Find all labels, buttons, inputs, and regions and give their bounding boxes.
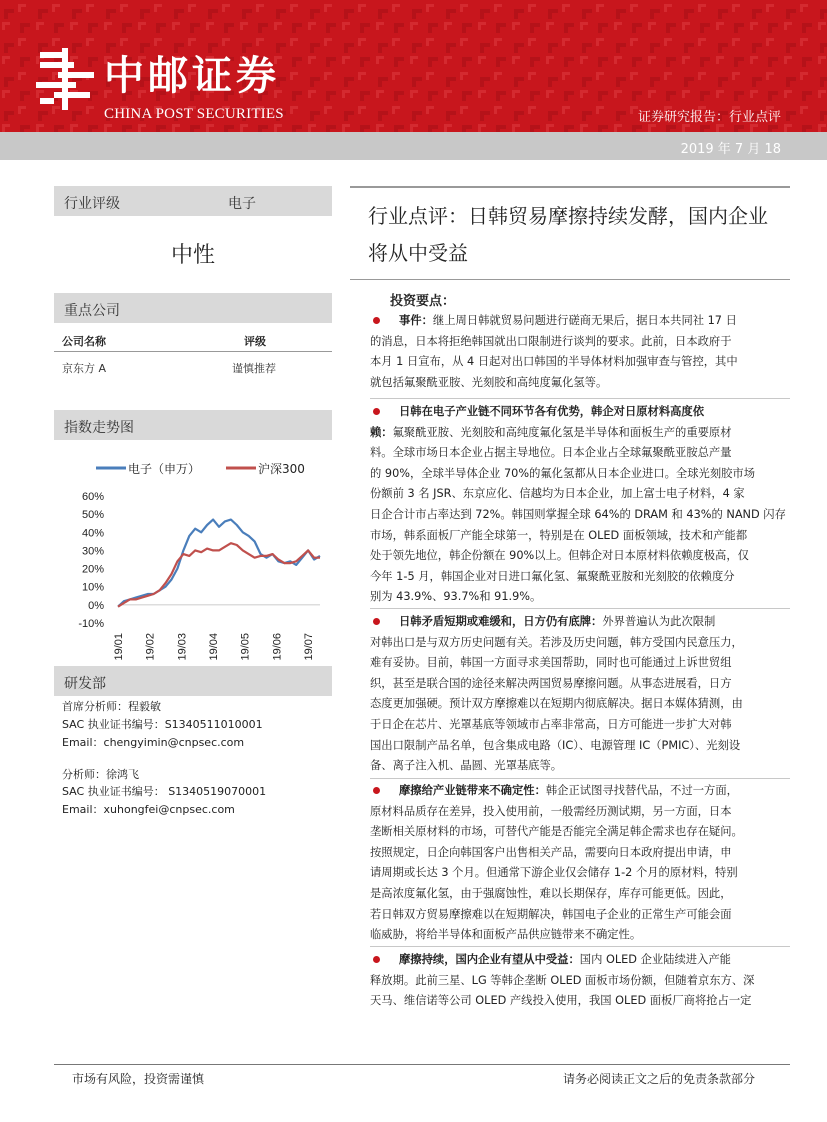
company-name-column-header: 公司名称 (62, 335, 106, 348)
rating-value: 中性 (170, 243, 215, 268)
index-chart-header (54, 410, 332, 440)
index-chart-title: 指数走势图 (64, 420, 134, 436)
y-tick-label: 0% (88, 599, 104, 612)
section-domestic-benefit: 摩擦持续，国内企业有望从中受益：国内 OLED 企业陆续进入产能 释放期。此前三星、LG 等韩企垄断 OLED 面板市场份额，但随着京东方、深 天马、维信诺等公司 OLED 产线投入使用，我国 OLED 面板厂商将抢占一定 (370, 953, 755, 1008)
y-tick-label: 60% (81, 491, 104, 503)
section-heading: 日韩在电子产业链不同环节各有优势，韩企对日原材料高度依 (399, 405, 705, 418)
section-heading: 摩擦持续，国内企业有望从中受益： (399, 953, 580, 966)
legend-label-1: 电子（申万） (128, 462, 201, 476)
bullet-icon (373, 408, 380, 415)
analyst-1-cert: SAC 执业证书编号：S1340511010001 (62, 718, 263, 731)
x-tick-label: 19/04 (208, 633, 220, 661)
analyst-1-email[interactable]: Email：chengyimin@cnpsec.com (62, 736, 245, 749)
investment-points-heading: 投资要点： (390, 294, 456, 309)
bullet-icon (373, 787, 380, 794)
analyst-1-role: 首席分析师：程毅敏 (62, 700, 161, 713)
y-tick-label: 10% (81, 581, 104, 594)
header-banner (0, 0, 827, 132)
analyst-2-cert: SAC 执业证书编号： S1340519070001 (62, 785, 267, 798)
bullet-icon (373, 956, 380, 963)
legend-label-2: 沪深300 (258, 462, 305, 476)
risk-disclaimer: 市场有风险，投资需谨慎 (72, 1072, 205, 1086)
index-trend-chart (54, 455, 332, 670)
x-tick-label: 19/07 (303, 633, 315, 661)
report-title (368, 198, 788, 272)
report-title-line-1: 行业点评：日韩贸易摩擦持续发酵，国内企业 (368, 204, 768, 228)
y-tick-label: 20% (81, 563, 104, 576)
table-divider (54, 351, 332, 352)
report-title-line-2: 将从中受益 (368, 241, 468, 265)
y-tick-label: 50% (81, 509, 104, 522)
x-tick-label: 19/02 (144, 633, 157, 661)
industry-rating-header (54, 186, 332, 216)
title-bottom-rule (350, 279, 790, 280)
section-divider (370, 398, 790, 399)
terms-notice: 请务必阅读正文之后的免责条款部分 (562, 1072, 755, 1086)
section-divider (370, 946, 790, 947)
analyst-2-email[interactable]: Email：xuhongfei@cnpsec.com (62, 803, 235, 816)
section-conflict: 日韩矛盾短期或难缓和，日方仍有底牌：外界普遍认为此次限制 对韩出口是与双方历史问题有关。若涉及历史问题，韩方受国内民意压力， 难有妥协。目前，韩国一方面寻求美国帮助，同时也可能通过上诉世贸组 织，甚至是联合国的途径来解决两国贸易摩擦问题。从事态进展看，日方 态度更加强硬。预计双方摩擦难以在短期内彻底解决。据日本媒体猜测，由 于日企在芯片、光罩基底等领域市占率非常高，日方可能进一步扩大对韩 国出口限制产品名单，包含集成电路（IC）、电源管理 IC（PMIC）、光刻设 备、离子注入机、晶圆、光罩基底等。 (370, 615, 743, 773)
bullet-icon (373, 618, 380, 625)
section-event: 事件：继上周日韩就贸易问题进行磋商无果后，据日本共同社 17 日 的消息，日本将拒绝韩国就出口限制进行谈判的要求。此前，日本政府于 本月 1 日宣布，从 4 日起对出口韩国的半导体材料加强审查与管控，其中 就包括氟聚酰亚胺、光刻胶和高纯度氟化氢等。 (370, 314, 738, 389)
title-top-rule (350, 186, 790, 188)
key-companies-title: 重点公司 (64, 303, 120, 319)
report-date: 2019 年 7 月 18 (680, 142, 781, 157)
section-heading: 日韩矛盾短期或难缓和，日方仍有底牌： (399, 615, 603, 628)
logo-chinese-name: 中邮证券 (104, 52, 280, 99)
footer-rule (54, 1064, 790, 1065)
section-heading: 摩擦给产业链带来不确定性： (399, 784, 546, 797)
research-dept-title: 研发部 (64, 676, 106, 692)
rating-column-header: 评级 (244, 335, 266, 348)
x-tick-label: 19/03 (176, 633, 189, 661)
company-rating-cell: 谨慎推荐 (232, 362, 276, 375)
research-dept-header (54, 666, 332, 696)
logo-english-name: CHINA POST SECURITIES (104, 106, 284, 122)
company-name-cell: 京东方 A (62, 362, 107, 375)
china-post-logo-icon (36, 48, 98, 112)
x-tick-label: 19/01 (113, 633, 125, 661)
section-heading: 事件： (399, 314, 433, 327)
report-type: 证券研究报告：行业点评 (637, 110, 781, 125)
bullet-icon (373, 317, 380, 324)
rating-label: 行业评级 (64, 196, 120, 212)
rating-industry: 电子 (228, 196, 256, 212)
y-tick-label: 30% (81, 545, 104, 558)
x-tick-label: 19/06 (271, 633, 284, 661)
section-uncertainty: 摩擦给产业链带来不确定性：韩企正试图寻找替代品，不过一方面， 原材料品质存在差异，投入使用前，一般需经历测试期，另一方面，日本 垄断相关原材料的市场，可替代产能是否能完全满足韩企需求也存在疑问。 按照规定，日企向韩国客户出售相关产品，需要向日本政府提出申请，申 请周期或长达 3 个月。但通常下游企业仅会储存 1-2 个月的原材料，特别 是高浓度氟化氢，由于强腐蚀性，难以长期保存，库存可能更低。因此， 若日韩双方贸易摩擦难以在短期解决，韩国电子企业的正常生产可能会面 临威胁，将给半导体和面板产品供应链带来不确定性。 (370, 784, 743, 942)
analyst-2-role: 分析师：徐鸿飞 (62, 768, 139, 781)
y-tick-label: 40% (81, 527, 104, 540)
section-advantages: 日韩在电子产业链不同环节各有优势，韩企对日原材料高度依 赖：氟聚酰亚胺、光刻胶和高纯度氟化氢是半导体和面板生产的重要原材 料。全球市场日本企业占据主导地位。日本企业占全球氟聚酰亚胺总产量 的 90%，全球半导体企业 70%的氟化氢都从日本企业进口。全球光刻胶市场 份额前 3 名 JSR、东京应化、信越均为日本企业，加上富士电子材料，4 家 日企合计市占率达到 72%。韩国则掌握全球 64%的 DRAM 和 43%的 NAND 闪存 市场，韩系面板厂产能全球第一，特别是在 OLED 面板领域，技术和产能都 处于领先地位，韩企份额在 90%以上。但韩企对日本原材料依赖度极高，仅 今年 1-5 月，韩国企业对日进口氟化氢、氟聚酰亚胺和光刻胶的依赖度分 别为 43.9%、93.7%和 91.9%。 (370, 405, 786, 604)
series-line-2 (118, 543, 320, 607)
key-companies-header (54, 293, 332, 323)
x-tick-label: 19/05 (239, 633, 252, 661)
section-divider (370, 608, 790, 609)
section-divider (370, 778, 790, 779)
y-tick-label: -10% (78, 618, 104, 630)
